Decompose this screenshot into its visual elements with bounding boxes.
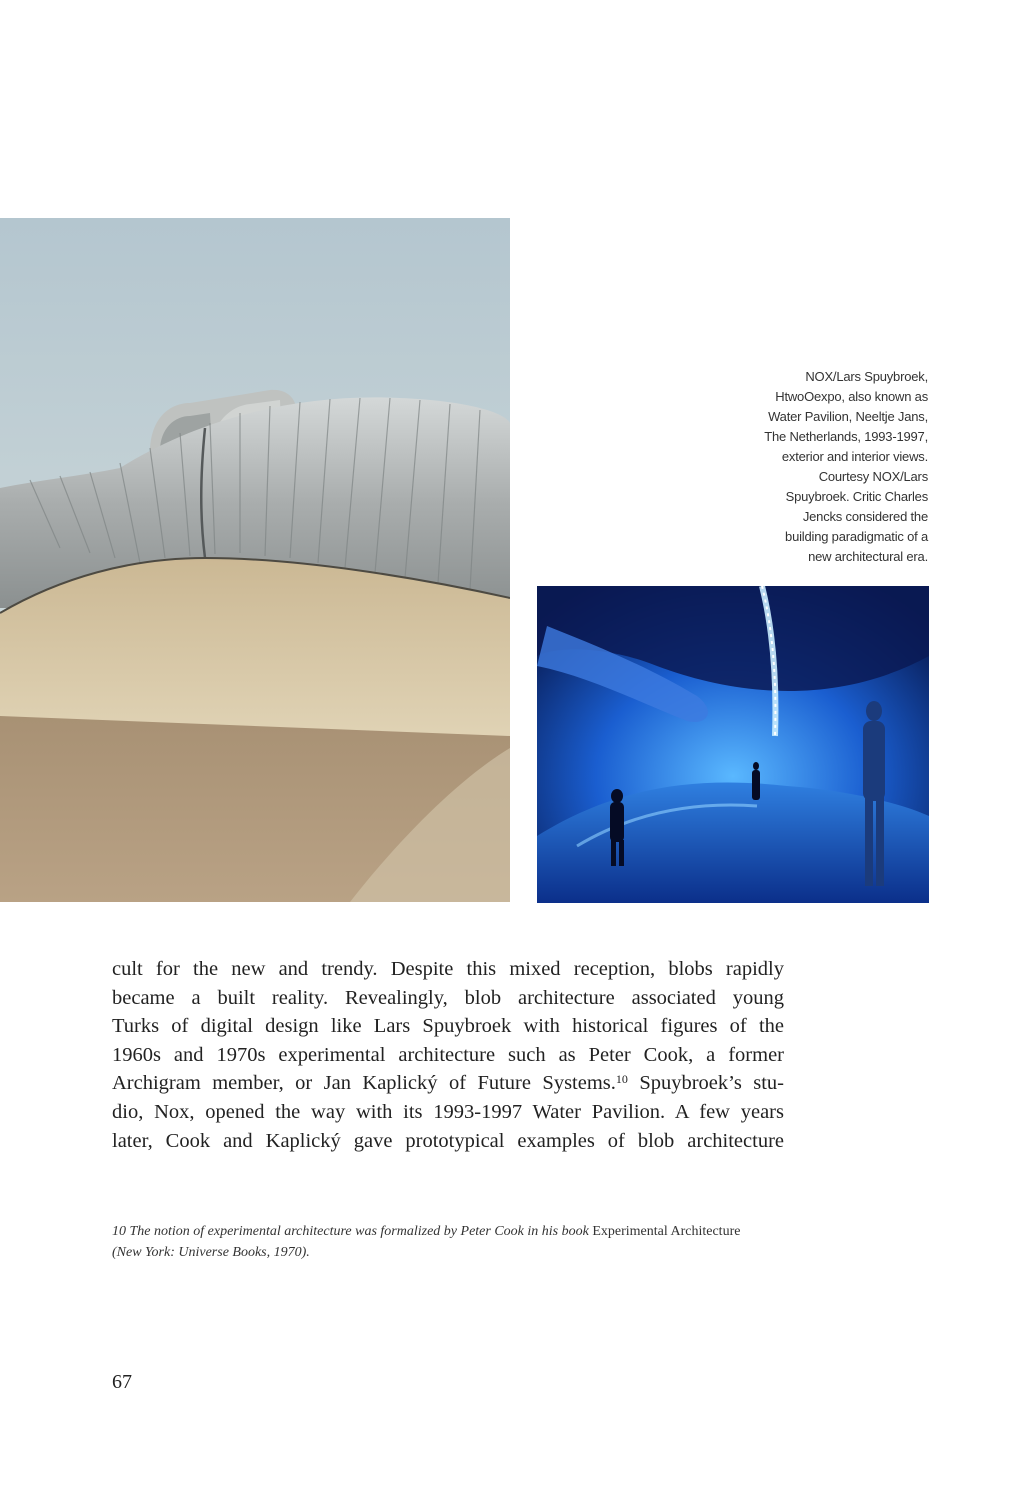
exterior-photo <box>0 218 510 902</box>
caption-line: building paradigmatic of a <box>785 529 928 544</box>
caption-line: Jencks considered the <box>802 509 928 524</box>
caption-line: new architectural era. <box>808 549 928 564</box>
footnote-book-title: Experimental Architecture <box>592 1224 741 1239</box>
figure-caption <box>700 367 928 567</box>
exterior-photo-illustration <box>0 218 510 902</box>
body-line: cult for the new and trendy. Despite this mixed reception, blobs rapidly <box>112 958 784 980</box>
caption-line: NOX/Lars Spuybroek, <box>805 369 928 384</box>
caption-line: Spuybroek. Critic Charles <box>785 489 928 504</box>
body-line: became a built reality. Revealingly, blob architecture associated young <box>112 986 784 1009</box>
footnote-text: 10 The notion of experimental architecture was formalized by Peter Cook in his book <box>112 1224 593 1239</box>
footnote-reference[interactable]: 10 <box>615 1072 628 1087</box>
caption-line: The Netherlands, 1993-1997, <box>764 429 928 444</box>
page-number: 67 <box>112 1371 132 1393</box>
body-line: dio, Nox, opened the way with its 1993-1997 Water Pavilion. A few years <box>112 1100 784 1123</box>
sand-dune <box>0 558 510 738</box>
body-line: Turks of digital design like Lars Spuybroek with historical figures of the <box>112 1015 784 1038</box>
interior-photo <box>537 586 929 903</box>
caption-line: exterior and interior views. <box>781 449 928 464</box>
body-text-segment: Spuybroek’s stu- <box>627 1072 784 1095</box>
footnote <box>112 1221 812 1263</box>
body-line <box>112 1069 784 1098</box>
caption-line: Courtesy NOX/Lars <box>818 469 928 484</box>
body-line: later, Cook and Kaplický gave prototypical examples of blob architecture <box>112 1129 784 1152</box>
body-text-segment: Archigram member, or Jan Kaplický of Future Systems. <box>112 1072 616 1095</box>
body-paragraph <box>112 955 784 1155</box>
footnote-publisher: (New York: Universe Books, 1970). <box>112 1245 310 1260</box>
caption-line: Water Pavilion, Neeltje Jans, <box>768 409 928 424</box>
caption-line: HtwoOexpo, also known as <box>775 389 928 404</box>
body-line: 1960s and 1970s experimental architecture such as Peter Cook, a former <box>112 1043 784 1066</box>
interior-photo-illustration <box>537 586 929 903</box>
